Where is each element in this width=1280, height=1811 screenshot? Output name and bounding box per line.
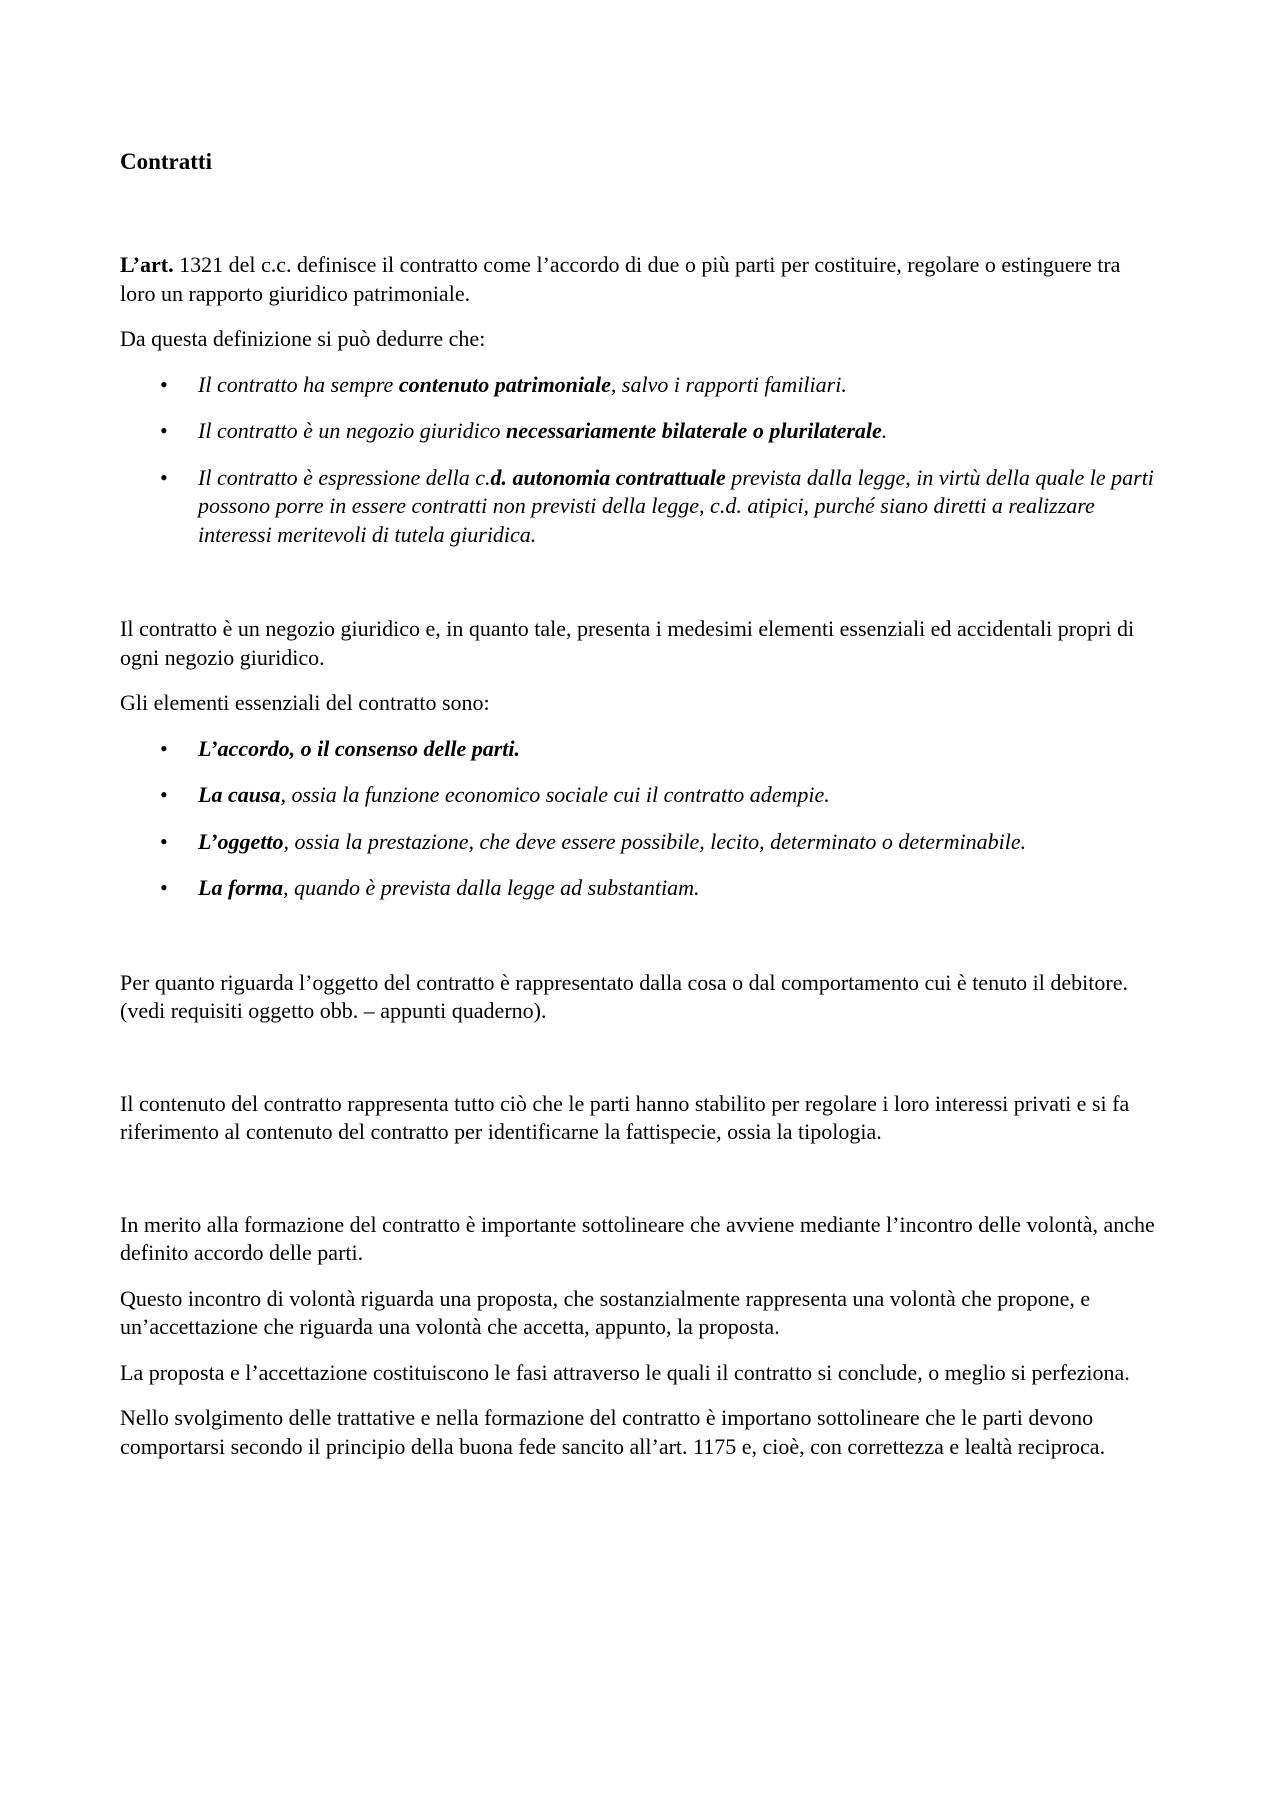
item-text: , ossia la prestazione, che deve essere possibile, lecito, determinato o determinabile. [283,828,1027,854]
negozio-paragraph: Il contratto è un negozio giuridico e, in quanto tale, presenta i medesimi elementi essenziali ed accidentali propri di ogni negozio giuridico. [120,616,1135,670]
bullet-glyph: • [160,782,168,807]
bullet-glyph: • [160,828,168,854]
formazione-paragraph: In merito alla formazione del contratto è importante sottolineare che avviene mediante l’incontro delle volontà, anche definito accordo delle parti. [120,1211,1155,1265]
item-bold-text: necessariamente bilaterale o plurilaterale [505,418,882,443]
essential-elements-list [120,735,1160,903]
list-item [120,417,1160,446]
bullet-glyph: • [160,464,168,490]
item-bold-text: L’accordo, o il consenso delle parti. [198,735,521,761]
incontro-paragraph: Questo incontro di volontà riguarda una proposta, che sostanzialmente rappresenta una volontà che propone, e un’accettazione che riguarda una volontà che accetta, appunto, la proposta. [120,1285,1091,1339]
contenuto-paragraph: Il contenuto del contratto rappresenta tutto ciò che le parti hanno stabilito per regolare i loro interessi privati e si fa riferimento al contenuto del contratto per identificarne la fattispecie, ossia la tipologia. [120,1090,1130,1144]
item-text: , salvo i rapporti familiari. [610,371,847,397]
item-bold-text: L’oggetto [198,828,284,854]
intro-text: 1321 del c.c. definisce il contratto come l’accordo di due o più parti per costituire, regolare o estinguere tra loro un rapporto giuridico patrimoniale. [120,252,1121,306]
intro-paragraph [120,251,1160,308]
deduce-intro: Da questa definizione si può dedurre che: [120,326,486,351]
proposta-paragraph: La proposta e l’accettazione costituiscono le fasi attraverso le quali il contratto si conclude, o meglio si perfeziona. [120,1359,1130,1385]
bullet-glyph: • [160,875,168,900]
definition-consequences-list [120,371,1160,550]
trattative-paragraph: Nello svolgimento delle trattative e nella formazione del contratto è importano sottolineare che le parti devono comportarsi secondo il principio della buona fede sancito all’art. 1175 e, cioè, con correttezza e lealtà reciproca. [120,1405,1106,1459]
document-title: Contratti [120,149,212,174]
elements-intro: Gli elementi essenziali del contratto sono: [120,690,490,715]
bullet-glyph: • [160,371,168,397]
item-text: , ossia la funzione economico sociale cui il contratto adempie. [280,782,830,807]
list-item [120,371,1160,400]
item-text: Il contratto ha sempre [198,371,399,397]
document-page [120,148,1160,1461]
item-text: Il contratto è espressione della c. [198,464,491,490]
item-text: Il contratto è un negozio giuridico [198,418,506,443]
item-text: prevista dalla legge, in virtù della quale le parti possono porre in essere contratti non previsti della legge, c.d. atipici, purché siano diretti a realizzare interessi meritevoli di tutela giuridica. [198,464,1154,547]
bullet-glyph: • [160,735,168,761]
item-bold-text: contenuto patrimoniale [398,371,611,397]
list-item [120,464,1160,550]
item-text: . [881,418,888,443]
intro-lead: L’art. [120,252,174,277]
item-bold-text: d. autonomia contrattuale [490,464,726,490]
list-item [120,874,1160,903]
list-item [120,828,1160,857]
bullet-glyph: • [160,418,168,443]
item-bold-text: La forma [198,875,283,900]
item-bold-text: La causa [198,782,281,807]
list-item [120,781,1160,810]
item-text: , quando è prevista dalla legge ad substantiam. [282,875,700,900]
oggetto-paragraph: Per quanto riguarda l’oggetto del contratto è rappresentato dalla cosa o dal comportamento cui è tenuto il debitore. (vedi requisiti oggetto obb. – appunti quaderno). [120,969,1128,1023]
list-item [120,735,1160,764]
